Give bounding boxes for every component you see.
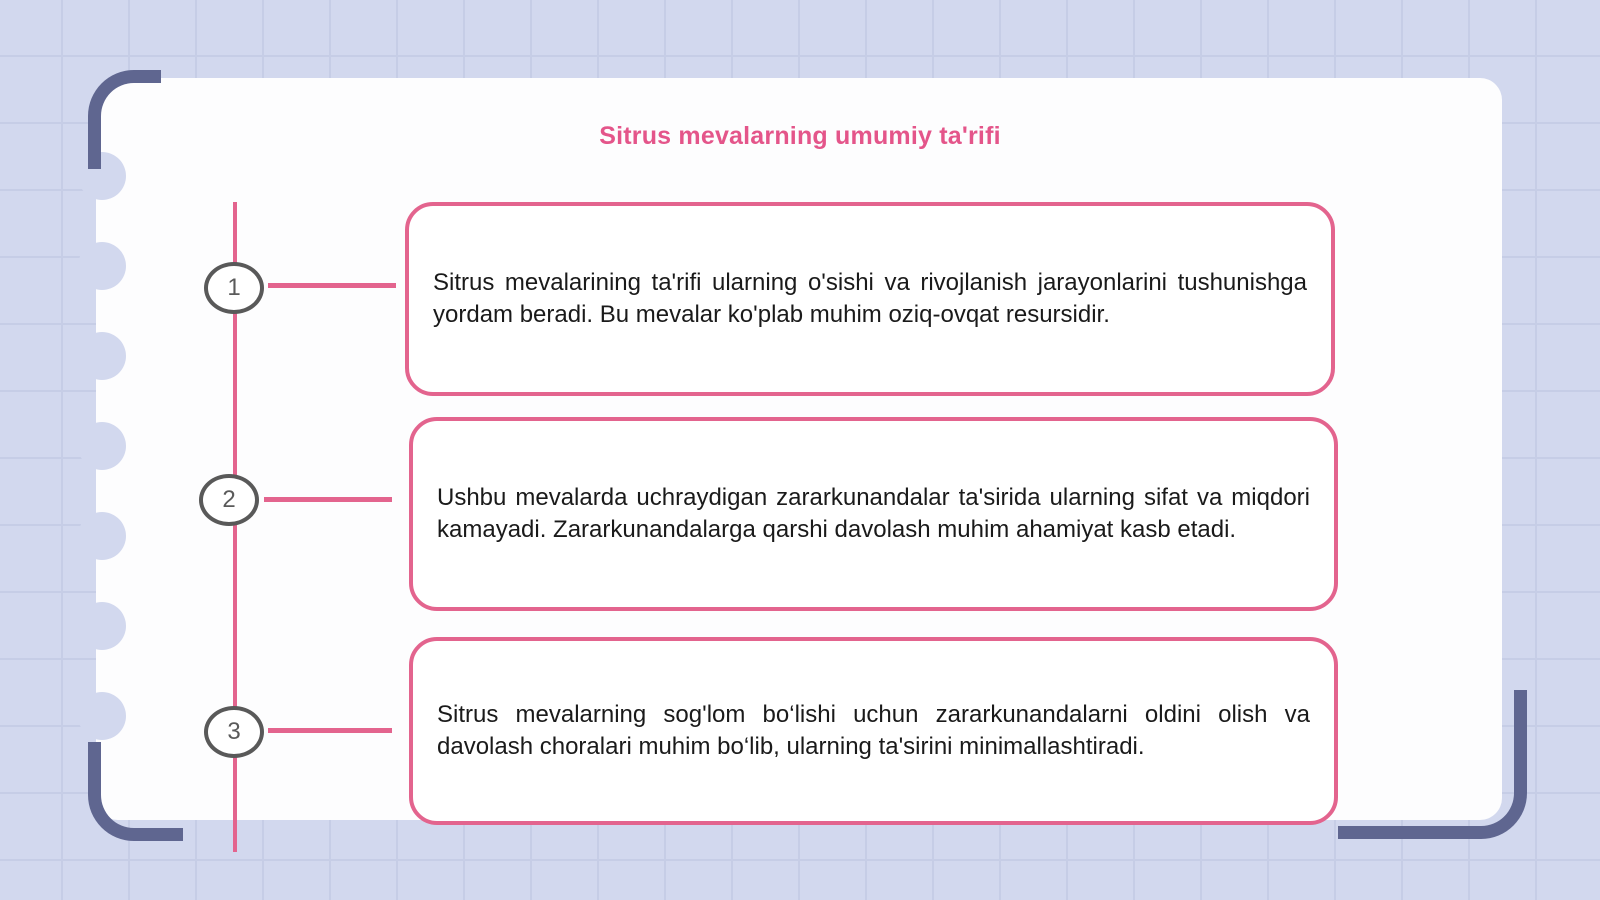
info-box-1 [405,202,1335,396]
card-edge-notch [78,332,126,380]
info-text-1: Sitrus mevalarining ta'rifi ularning o'sishi va rivojlanish jarayonlarini tushunishga yordam beradi. Bu mevalar ko'plab muhim oziq-ovqat resursidir. [433,269,1307,328]
card-edge-notch [78,422,126,470]
card-edge-notch [78,242,126,290]
timeline-connector [268,728,392,733]
timeline-connector [264,497,392,502]
card-edge-notch [78,602,126,650]
step-number-3: 3 [204,706,264,758]
info-text-3: Sitrus mevalarning sog'lom bo‘lishi uchun zararkunandalarni oldini olish va davolash choralari muhim bo‘lib, ularning ta'sirini minimallashtiradi. [437,701,1310,760]
info-box-3 [409,637,1338,825]
slide-title: Sitrus mevalarning umumiy ta'rifi [599,122,1001,150]
card-edge-notch [78,512,126,560]
info-box-2 [409,417,1338,611]
timeline-connector [268,283,396,288]
corner-bracket-bottom-left [88,742,183,841]
corner-bracket-bottom-right [1338,690,1527,839]
step-number-2: 2 [199,474,259,526]
card-edge-notch [78,692,126,740]
info-text-2: Ushbu mevalarda uchraydigan zararkunandalar ta'sirida ularning sifat va miqdori kamayadi. Zararkunandalarga qarshi davolash muhim ahamiyat kasb etadi. [437,484,1310,543]
corner-bracket-top-left [88,70,161,169]
step-number-1: 1 [204,262,264,314]
